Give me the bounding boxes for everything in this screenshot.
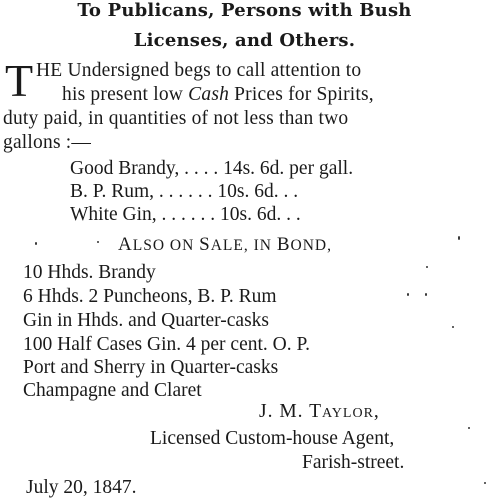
- subhead-text-2: ALE, IN: [210, 237, 277, 254]
- price-line-gin: White Gin, . . . . . . 10s. 6d. . .: [70, 204, 301, 225]
- price-line-brandy: Good Brandy, . . . . 14s. 6d. per gall.: [70, 158, 354, 179]
- subhead-text-1: LSO ON: [132, 237, 200, 254]
- print-speck: [426, 266, 428, 268]
- print-speck: [407, 293, 409, 296]
- subhead-initial-b: B: [276, 234, 291, 255]
- price-line-rum: B. P. Rum, . . . . . . 10s. 6d. . .: [70, 181, 299, 202]
- cash-italic: Cash: [188, 84, 230, 105]
- signature-title: Licensed Custom-house Agent,: [150, 428, 395, 449]
- print-speck: [35, 242, 37, 245]
- bond-item: 100 Half Cases Gin. 4 per cent. O. P.: [23, 334, 311, 355]
- signature-address: Farish-street.: [302, 452, 405, 473]
- print-speck: [425, 293, 427, 296]
- intro-line-3: duty paid, in quantities of not less than two: [3, 108, 349, 129]
- bond-item: Gin in Hhds. and Quarter-casks: [23, 310, 270, 331]
- print-speck: [484, 482, 486, 484]
- bond-item: 6 Hhds. 2 Puncheons, B. P. Rum: [23, 286, 277, 307]
- subhead-initial-a: A: [118, 234, 133, 255]
- headline-line-2: Licenses, and Others.: [133, 30, 356, 51]
- bond-item: Champagne and Claret: [23, 380, 202, 401]
- advertisement-date: July 20, 1847.: [26, 477, 137, 498]
- intro-line-4: gallons :—: [3, 132, 92, 153]
- intro-line-1: HE Undersigned begs to call attention to: [36, 60, 362, 81]
- print-speck: [468, 427, 470, 429]
- subhead-text-3: OND,: [290, 237, 333, 254]
- intro-line-2-post: Prices for Spirits,: [229, 84, 374, 105]
- drop-cap: T: [5, 55, 34, 106]
- bond-item: Port and Sherry in Quarter-casks: [23, 357, 279, 378]
- headline-line-1: To Publicans, Persons with Bush: [77, 0, 412, 21]
- print-speck: [97, 241, 99, 243]
- signature-name: J. M. Taylor,: [259, 401, 380, 422]
- intro-line-2-pre: his present low: [62, 84, 189, 105]
- in-bond-subheading: [118, 234, 332, 256]
- print-speck: [458, 236, 460, 240]
- print-speck: [452, 326, 454, 328]
- intro-line-2: [62, 84, 374, 106]
- bond-item: 10 Hhds. Brandy: [23, 262, 156, 283]
- subhead-initial-s: S: [199, 234, 211, 255]
